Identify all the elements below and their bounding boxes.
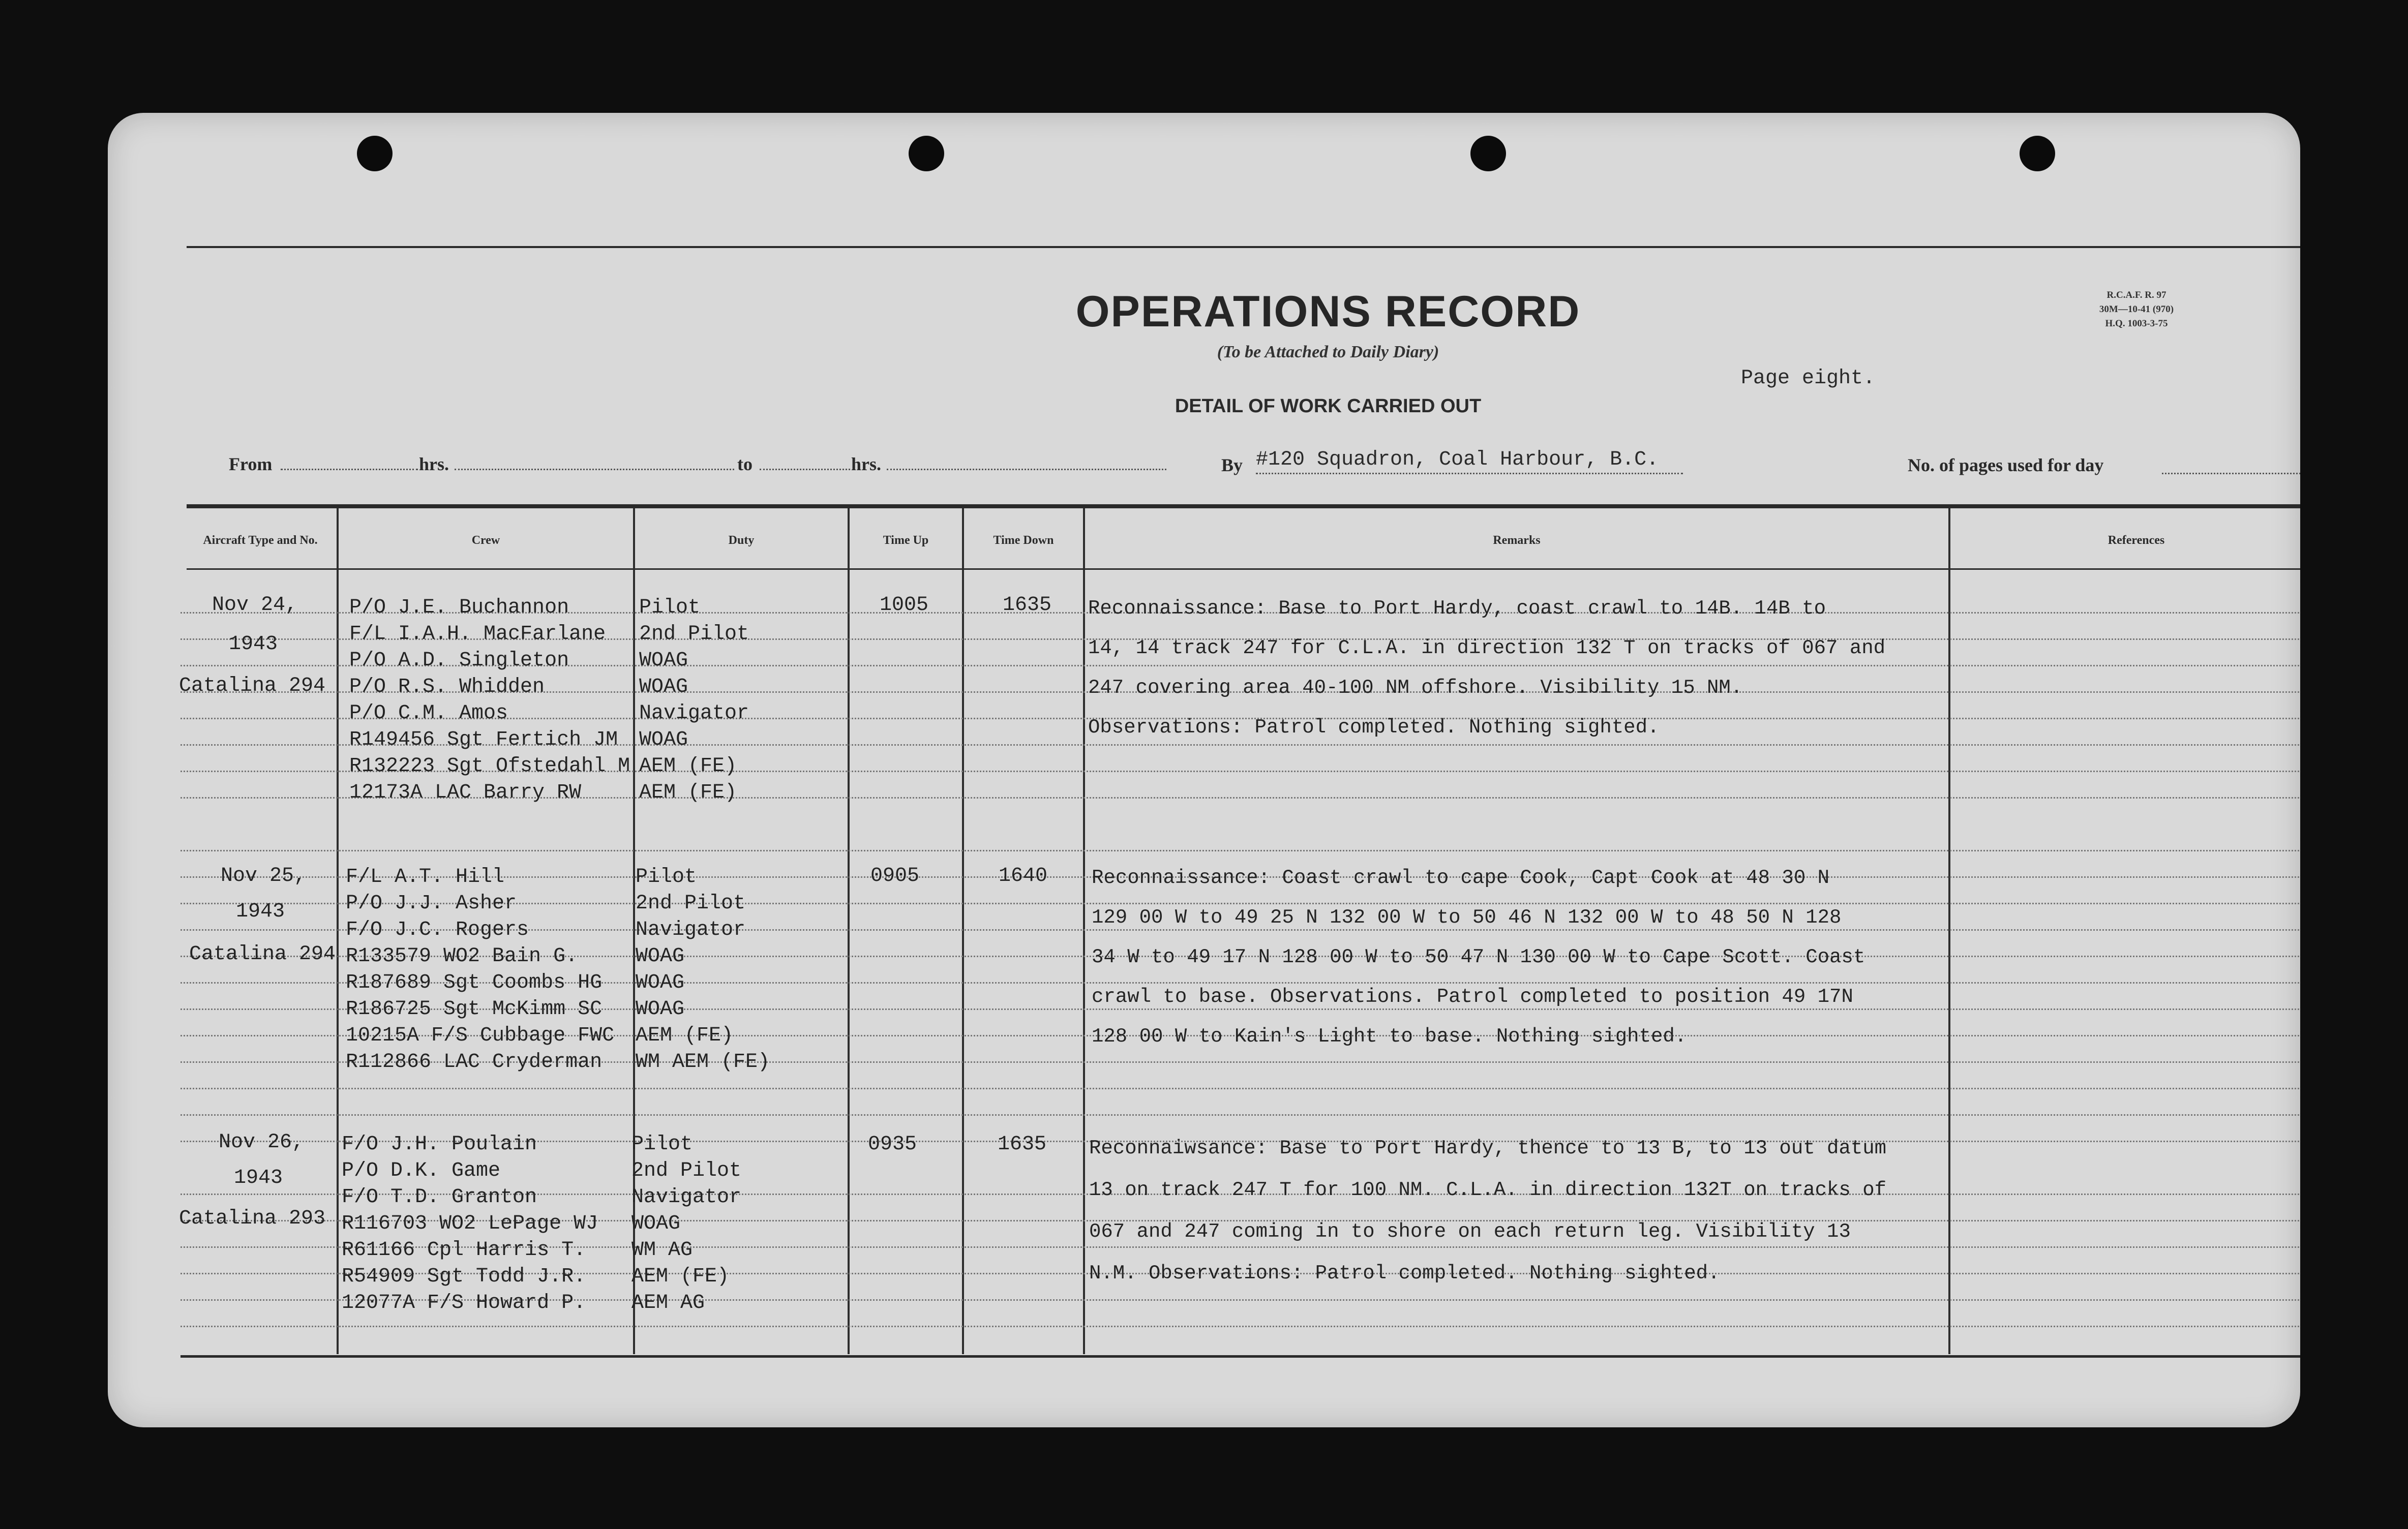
duty-item: Pilot bbox=[636, 866, 697, 889]
duty-item: AEM AG bbox=[631, 1292, 705, 1314]
duty-item: AEM (FE) bbox=[639, 781, 737, 804]
squadron-value: #120 Squadron, Coal Harbour, B.C. bbox=[1256, 448, 1659, 471]
col-divider bbox=[1083, 508, 1085, 1354]
to-hrs-label: hrs. bbox=[851, 454, 882, 474]
entry-date: Nov 26, bbox=[219, 1131, 305, 1154]
entry-date: Nov 24, bbox=[212, 594, 298, 617]
entry-date: Nov 25, bbox=[221, 865, 307, 888]
col-header-time-down: Time Down bbox=[993, 534, 1054, 547]
row-rule bbox=[180, 1326, 2300, 1327]
remarks-line: Observations: Patrol completed. Nothing sighted. bbox=[1088, 716, 1660, 739]
entry-remarks bbox=[1089, 1127, 1886, 1294]
remarks-line: 13 on track 247 T for 100 NM. C.L.A. in direction 132T on tracks of bbox=[1089, 1179, 1887, 1201]
punch-hole bbox=[357, 136, 393, 171]
crew-member: R132223 Sgt Ofstedahl M bbox=[349, 755, 630, 778]
from-date-blank bbox=[455, 469, 734, 470]
entry-time-up: 0905 bbox=[870, 865, 920, 888]
form-code bbox=[2070, 288, 2203, 331]
remarks-line: 34 W to 49 17 N 128 00 W to 50 47 N 130 00 W to Cape Scott. Coast bbox=[1092, 946, 1865, 968]
from-label: From bbox=[229, 454, 273, 474]
crew-member: R112866 LAC Cryderman bbox=[346, 1051, 603, 1074]
crew-member: R187689 Sgt Coombs HG bbox=[346, 971, 603, 994]
remarks-line: N.M. Observations: Patrol completed. Nothing sighted. bbox=[1089, 1262, 1720, 1285]
duty-item: WOAG bbox=[639, 649, 688, 672]
crew-member: 12173A LAC Barry RW bbox=[349, 781, 582, 804]
page-subtitle: (To be Attached to Daily Diary) bbox=[1217, 343, 1439, 361]
entry-year: 1943 bbox=[229, 633, 278, 656]
duty-item: WOAG bbox=[636, 945, 685, 968]
duty-item: AEM (FE) bbox=[639, 755, 737, 778]
crew-member: F/O T.D. Granton bbox=[342, 1186, 537, 1209]
duty-item: WOAG bbox=[639, 728, 688, 751]
page-title: OPERATIONS RECORD bbox=[1075, 287, 1581, 336]
remarks-line: 067 and 247 coming in to shore on each return leg. Visibility 13 bbox=[1089, 1220, 1851, 1243]
by-blank bbox=[1256, 473, 1683, 474]
remarks-line: 129 00 W to 49 25 N 132 00 W to 50 46 N 132 00 W to 48 50 N 128 bbox=[1092, 906, 1842, 929]
crew-member: F/L I.A.H. MacFarlane bbox=[349, 623, 606, 646]
entry-year: 1943 bbox=[236, 900, 285, 923]
from-blank bbox=[281, 469, 418, 470]
col-divider bbox=[337, 508, 339, 1354]
col-header-crew: Crew bbox=[471, 534, 500, 547]
col-header-references: References bbox=[2108, 534, 2165, 547]
punch-hole bbox=[1470, 136, 1506, 171]
remarks-line: Reconnaiwsance: Base to Port Hardy, thence to 13 B, to 13 out datum bbox=[1089, 1137, 1887, 1159]
table-bottom-rule bbox=[180, 1355, 2300, 1358]
crew-member: P/O D.K. Game bbox=[342, 1159, 501, 1182]
col-header-remarks: Remarks bbox=[1493, 534, 1541, 547]
duty-item: WOAG bbox=[636, 971, 685, 994]
col-header-aircraft: Aircraft Type and No. bbox=[203, 534, 318, 547]
from-hrs-label: hrs. bbox=[419, 454, 449, 474]
duty-item: 2nd Pilot bbox=[639, 623, 749, 646]
form-code-line: H.Q. 1003-3-75 bbox=[2105, 318, 2168, 329]
duty-item: AEM (FE) bbox=[636, 1024, 734, 1047]
crew-member: P/O J.E. Buchannon bbox=[349, 596, 569, 619]
crew-member: R186725 Sgt McKimm SC bbox=[346, 998, 603, 1021]
crew-member: R116703 WO2 LePage WJ bbox=[342, 1212, 598, 1235]
remarks-line: Reconnaissance: Base to Port Hardy, coast crawl to 14B. 14B to bbox=[1088, 597, 1826, 620]
entry-aircraft: Catalina 293 bbox=[179, 1207, 326, 1230]
remarks-line: crawl to base. Observations. Patrol completed to position 49 17N bbox=[1092, 986, 1853, 1008]
table-top-rule bbox=[187, 504, 2300, 508]
row-rule bbox=[180, 1114, 2300, 1116]
entry-time-up: 1005 bbox=[880, 594, 929, 617]
duty-item: WM AG bbox=[631, 1239, 693, 1262]
col-divider bbox=[1948, 508, 1950, 1354]
col-divider bbox=[962, 508, 964, 1354]
entry-remarks bbox=[1088, 589, 1885, 747]
crew-member: R133579 WO2 Bain G. bbox=[346, 945, 578, 968]
col-header-duty: Duty bbox=[728, 534, 755, 547]
pages-used-label: No. of pages used for day bbox=[1908, 455, 2104, 475]
duty-item: WM AEM (FE) bbox=[636, 1051, 770, 1074]
pages-used-blank bbox=[2162, 473, 2300, 474]
record-card bbox=[108, 113, 2300, 1427]
row-rule bbox=[180, 1088, 2300, 1089]
crew-member: F/O J.H. Poulain bbox=[342, 1133, 537, 1156]
crew-member: R54909 Sgt Todd J.R. bbox=[342, 1265, 586, 1288]
entry-aircraft: Catalina 294 bbox=[189, 943, 336, 966]
crew-member: R149456 Sgt Fertich JM bbox=[349, 728, 618, 751]
crew-member: R61166 Cpl Harris T. bbox=[342, 1239, 586, 1262]
duty-item: WOAG bbox=[636, 998, 685, 1021]
remarks-line: 247 covering area 40-100 NM offshore. Visibility 15 NM. bbox=[1088, 677, 1743, 699]
to-date-blank bbox=[887, 469, 1166, 470]
crew-member: P/O C.M. Amos bbox=[349, 702, 508, 725]
duty-item: WOAG bbox=[639, 676, 688, 698]
page-number-note: Page eight. bbox=[1741, 367, 1876, 390]
duty-item: WOAG bbox=[631, 1212, 681, 1235]
entry-time-up: 0935 bbox=[868, 1133, 917, 1156]
crew-member: F/O J.C. Rogers bbox=[346, 919, 529, 941]
to-label: to bbox=[737, 454, 752, 474]
entry-time-down: 1640 bbox=[999, 865, 1048, 888]
entry-time-down: 1635 bbox=[1003, 594, 1052, 617]
remarks-line: 128 00 W to Kain's Light to base. Nothing sighted. bbox=[1092, 1025, 1687, 1048]
duty-item: Pilot bbox=[639, 596, 701, 619]
crew-member: 12077A F/S Howard P. bbox=[342, 1292, 586, 1314]
to-blank bbox=[760, 469, 850, 470]
entry-year: 1943 bbox=[234, 1167, 283, 1189]
duty-item: AEM (FE) bbox=[631, 1265, 730, 1288]
entry-time-down: 1635 bbox=[998, 1133, 1047, 1156]
duty-item: Navigator bbox=[639, 702, 749, 725]
form-code-line: R.C.A.F. R. 97 bbox=[2106, 290, 2166, 300]
crew-member: F/L A.T. Hill bbox=[346, 866, 505, 889]
section-heading: DETAIL OF WORK CARRIED OUT bbox=[1175, 395, 1482, 417]
duty-item: Pilot bbox=[631, 1133, 693, 1156]
crew-member: P/O R.S. Whidden bbox=[349, 676, 545, 698]
top-rule bbox=[187, 246, 2300, 248]
duty-item: Navigator bbox=[636, 919, 746, 941]
table-header-rule bbox=[187, 568, 2300, 570]
row-rule bbox=[180, 850, 2300, 851]
remarks-line: Reconnaissance: Coast crawl to cape Cook, Capt Cook at 48 30 N bbox=[1092, 867, 1830, 889]
punch-hole bbox=[909, 136, 944, 171]
crew-member: P/O J.J. Asher bbox=[346, 892, 517, 915]
by-label: By bbox=[1221, 455, 1243, 475]
duty-item: 2nd Pilot bbox=[636, 892, 746, 915]
col-divider bbox=[848, 508, 850, 1354]
duty-item: Navigator bbox=[631, 1186, 742, 1209]
form-code-line: 30M—10-41 (970) bbox=[2099, 304, 2174, 315]
punch-hole bbox=[2020, 136, 2055, 171]
crew-member: 10215A F/S Cubbage FWC bbox=[346, 1024, 615, 1047]
duty-item: 2nd Pilot bbox=[631, 1159, 742, 1182]
entry-aircraft: Catalina 294 bbox=[179, 675, 326, 697]
crew-member: P/O A.D. Singleton bbox=[349, 649, 569, 672]
entry-remarks bbox=[1092, 858, 1865, 1056]
col-header-time-up: Time Up bbox=[883, 534, 929, 547]
remarks-line: 14, 14 track 247 for C.L.A. in direction 132 T on tracks of 067 and bbox=[1088, 637, 1886, 659]
